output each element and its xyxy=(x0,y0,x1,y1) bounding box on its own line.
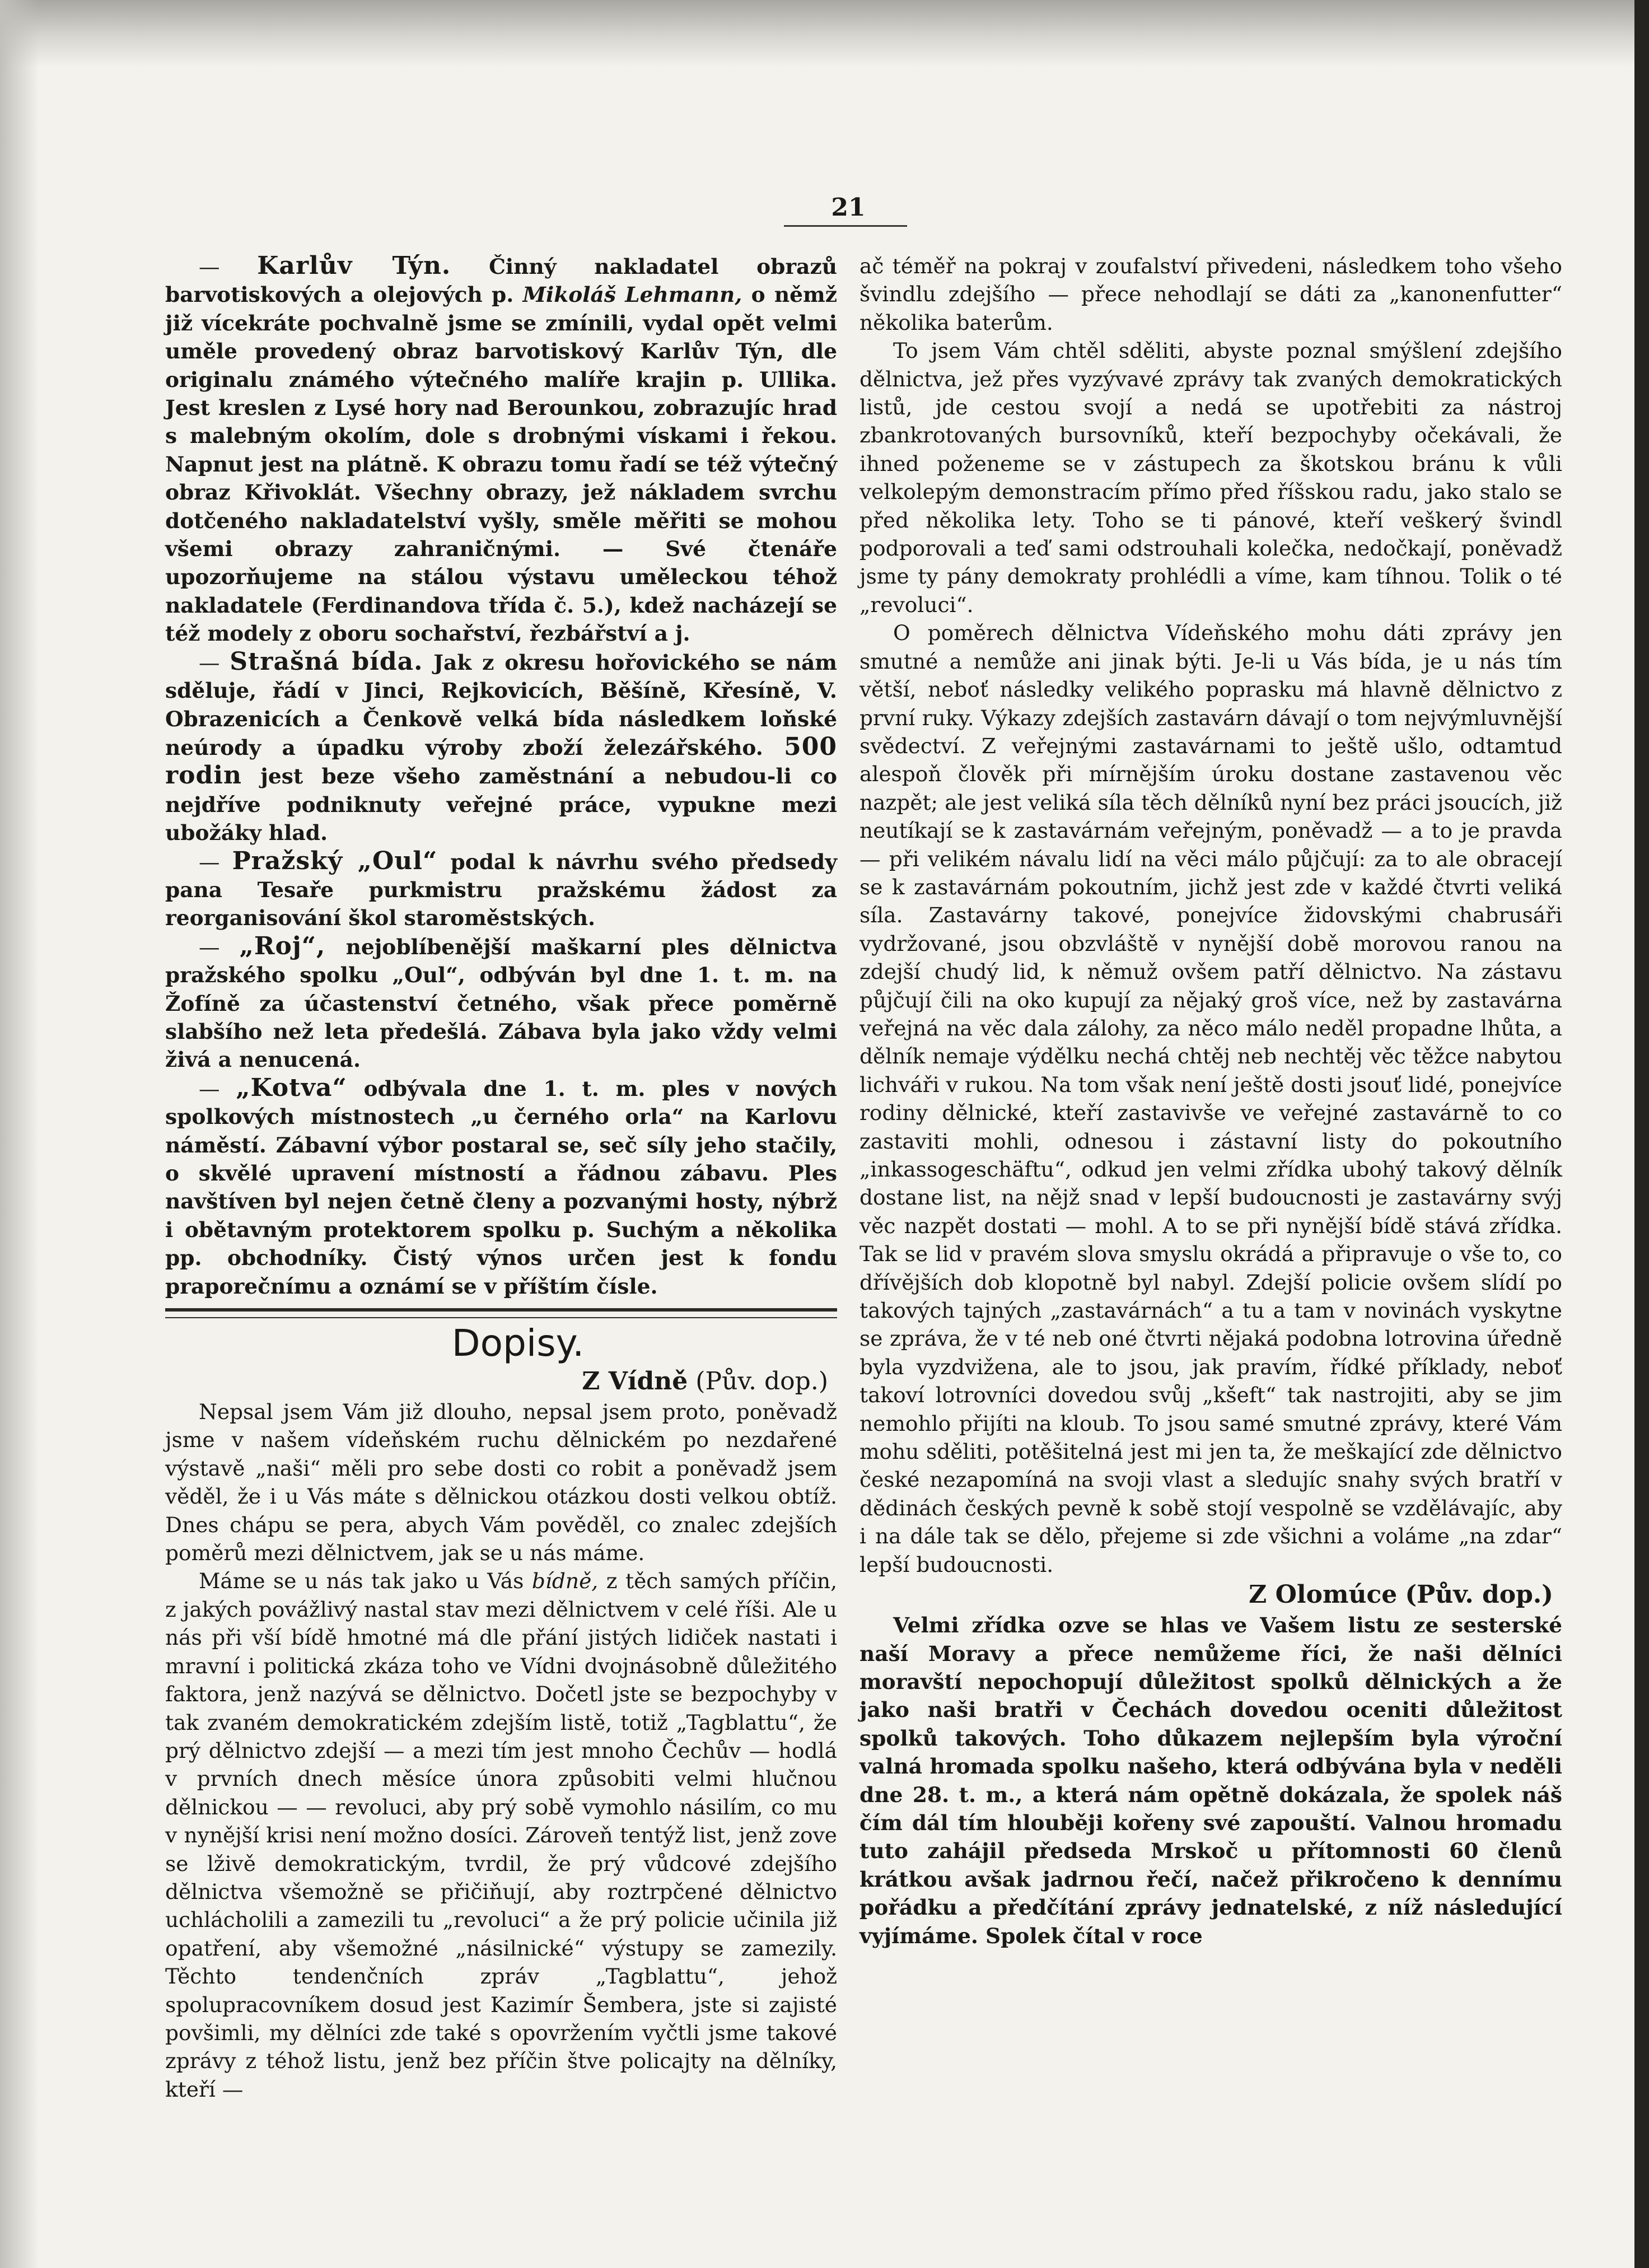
letter-paragraph xyxy=(165,1567,837,2103)
page-number: 21 xyxy=(831,193,866,222)
letter-italic: bídně, xyxy=(531,1569,599,1594)
letter-text: z těch samých příčin, z jakých povážlivý nastal stav mezi dělnictvem v celé říši. Ale u nás při vší bídě hmotné má dle přání jistých lidiček nastati i mravní i politická zkáza toho ve Vídni dvojnásobně důležitého faktora, jenž nazývá se dělnictvo. Dočetl jste se bezpochyby v tak zvaném demokratickém zdejším listě, totiž „Tagblattu“, že prý dělnictvo zdejší — a mezi tím jest mnoho Čechův — hodlá v prvních dnech měsíce února způsobiti velmi hlučnou dělnickou — — revoluci, aby prý sobě vymohlo násilím, co mu v nynější krisi není možno dosíci. Zároveň tentýž list, jenž zove se lživě demokratickým, tvrdil, že prý vůdcové zdejšího dělnictva všemožně se přičiňují, aby roztrpčené dělnictvo uchlácholili a zamezili tu „revoluci“ a že prý policie učinila již opatření, aby všemožné „násilnické“ výstupy se zamezily. Těchto tendenčních zpráv „Tagblattu“, jehož spolupracovníkem dosud jest Kazimír Šembera, jste si zajisté povšimli, my dělníci zde také s opovržením vyčtli jsme takové zprávy z téhož listu, jenž bez příčin štve policajty na dělníky, kteří — xyxy=(165,1569,837,2102)
notice-strasna-bida xyxy=(165,648,837,847)
scan-edge-right xyxy=(1634,0,1649,2268)
scan-shadow-left xyxy=(0,0,39,2268)
notice-dash: — xyxy=(199,1076,236,1101)
notice-dash: — xyxy=(199,650,230,675)
notice-roj xyxy=(165,932,837,1074)
notice-dash: — xyxy=(199,254,258,279)
page-number-rule xyxy=(784,225,907,227)
letter-source: (Pův. dop.) xyxy=(695,1367,828,1396)
notice-name: Mikoláš Lehmann, xyxy=(522,282,742,307)
left-column xyxy=(165,252,837,2103)
scan-shadow-top xyxy=(0,0,1649,67)
notice-emphasis: 500 rodin xyxy=(165,732,837,790)
notice-prazsky-oul xyxy=(165,847,837,932)
notice-text: podal k návrhu svého předsedy pana Tesaře purkmistru pražskému žádost za reorganisování škol staroměstských. xyxy=(165,849,838,931)
letter-text: Máme se u nás tak jako u Vás xyxy=(199,1569,532,1594)
letter-place: Z Olomúce xyxy=(1249,1580,1398,1609)
letter-place: Z Vídně xyxy=(582,1367,688,1396)
notice-headline: Strašná bída. xyxy=(230,647,423,676)
notice-text: jest beze všeho zaměstnání a nebudou-li co nejdříve podniknuty veřejné práce, vypukne mezi ubožáky hlad. xyxy=(165,764,837,846)
notice-kotva xyxy=(165,1074,837,1300)
letter-source: (Pův. dop.) xyxy=(1405,1580,1553,1609)
letter-paragraph: To jsem Vám chtěl sděliti, abyste poznal smýšlení zdejšího dělnictva, jež přes vyzývavé zprávy tak zvaných demokratických listů, jde cestou svojí a nedá se upotřebiti za nástroj zbankrotovaných bursovníků, kteří bezpochyby očekávali, že ihned poženeme se v zástupech za škotskou bránu k vůli velkolepým demonstracím přímo před říšskou radu, jako stalo se před několika lety. Toho se ti pánové, kteří veškerý švindl podporovali a teď sami odstrouhali kolečka, nedočkají, poněvadž jsme ty pány demokraty prohlédli a víme, kam tíhnou. Tolik o té „revoluci“. xyxy=(859,338,1562,617)
notice-headline: „Roj“, xyxy=(239,931,326,960)
letter-heading-vienna xyxy=(165,1365,837,1398)
letter-heading-olomouc xyxy=(859,1579,1562,1611)
notice-karluv-tyn xyxy=(165,252,837,648)
notice-headline: „Kotva“ xyxy=(236,1073,347,1102)
notice-headline: Pražský „Oul“ xyxy=(232,846,438,875)
right-column xyxy=(859,252,1562,1950)
letter-paragraph: Nepsal jsem Vám již dlouho, nepsal jsem proto, poněvadž jsme v našem vídeňském ruchu dělnickém po nezdařené výstavě „naši“ měli pro sebe dosti co robit a poněvadž jsem věděl, že i u Vás máte s dělnickou otázkou dosti velkou obtíž. Dnes chápu se pera, abych Vám pověděl, co znalec zdejších poměrů mezi dělnictvem, jak se u nás máme. xyxy=(165,1399,837,1566)
letter-paragraph: Velmi zřídka ozve se hlas ve Vašem listu ze sesterské naší Moravy a přece nemůžeme říci, že naši dělníci moravští nepochopují důležitost spolků dělnických a že jako naši bratři v Čechách dovedou oceniti důležitost spolků takových. Toho důkazem nejlepším byla výroční valná hromada spolku našeho, která odbývána byla v neděli dne 28. t. m., a která nám opětně dokázala, že spolek náš čím dál tím hlouběji kořeny své zapouští. Valnou hromadu tuto zahájil předseda Mrskoč u přítomnosti 60 členů krátkou avšak jadrnou řečí, načež přikročeno k dennímu pořádku a předčítání zprávy jednatelské, z níž následující vyjímáme. Spolek čítal v roce xyxy=(859,1613,1562,1948)
letter-paragraph: ač téměř na pokraj v zoufalství přivedeni, následkem toho všeho švindlu zdejšího — přece nehodlají se dáti za „kanonenfutter“ několika baterům. xyxy=(859,254,1562,335)
notice-headline: Karlův Týn. xyxy=(257,251,451,280)
notice-dash: — xyxy=(199,849,232,874)
notice-text: odbývala dne 1. t. m. ples v nových spolkových místnostech „u černého orla“ na Karlovu náměstí. Zábavní výbor postaral se, seč síly jeho stačily, o skvělé upravení místností a řádnou zábavu. Ples navštíven byl nejen četně členy a pozvanými hosty, nýbrž i obětavným protektorem spolku p. Suchým a několika pp. obchodníky. Čistý výnos určen jest k fondu praporečnímu a oznámí se v příštím čísle. xyxy=(165,1076,837,1299)
notice-dash: — xyxy=(199,934,240,959)
notice-text: Jak z okresu hořovického se nám sděluje, řádí v Jinci, Rejkovicích, Běšíně, Křesíně, V. Obrazenicích a Čenkově velká bída následkem loňské neúrody a úpadku výroby zboží železářského. xyxy=(165,650,837,760)
notice-text: Činný nakladatel obrazů barvotiskových a olejových p. xyxy=(165,254,838,307)
letter-paragraph: O poměrech dělnictva Vídeňského mohu dáti zprávy jen smutné a nemůže ani jinak býti. Je-li u Vás bída, je u nás tím větší, neboť následky velikého poprasku má hlavně dělnictvo z první ruky. Výkazy zdejších zastavárn dávají o tom nejvýmluvnější svědectví. Z veřejnými zastavárnami to ještě ušlo, odtamtud alespoň člověk při mírnějším úroku dostane zastavenou věc nazpět; ale jest veliká síla těch dělníků nyní bez práci jsoucích, již neutíkají se k zastavárnám veřejným, poněvadž — a to je pravda — při velikém návalu lidí na věci málo půjčují: za to ale obracejí se k zastavárnám pokoutním, jichž jest zde v každé čtvrti veliká síla. Zastavárny takové, ponejvíce židovskými chabrusáři vydržované, jsou obzvláště v nynější době morovou ranou na zdejší chudý lid, k němuž ovšem patří dělnictvo. Na zástavu půjčují čili na oko kupují za nějaký groš více, než by zastavárna veřejná na věc dala zálohy, za něco málo neděl propadne lhůta, a dělník nemaje výdělku nechá chtěj neb nechtěj věc těžce nabytou lichváři v rukou. Na tom však není ještě dosti jsouť lidé, ponejvíce rodiny dělnické, kteří zastavivše ve veřejné zastavárně to co zastaviti mohli, odnesou i zástavní listy do pokoutního „inkassogeschäftu“, odkud jen velmi zřídka ubohý takový dělník dostane list, na nějž snad v lepší budoucnosti je zastavárny svýj věc nazpět dostati — mohl. A to se při nynější bídě stává zřídka. Tak se lid v pravém slova smyslu okrádá a připravuje o vše to, co dřívějších dob klopotně byl nabyl. Zdejší policie ovšem slídí po takových tajných „zastavárnách“ a tu a tam v novinách vyskytne se zpráva, že v té neb oné čtvrti nějaká podobna lotrovina úředně byla vyzdvižena, ale to jsou, jak pravím, řídké příklady, neboť takoví lotrovníci dovedou svůj „kšeft“ tak nastrojiti, aby se jim nemohlo přijíti na kloub. To jsou samé smutné zprávy, které Vám mohu sděliti, potěšitelná jest mi jen ta, že meškající zde dělnictvo české nezapomíná na svoji vlast a sledujíc snahy svých bratří v dědinách českých pevně k sobě stojí vespolně se vzdělávajíc, aby i na dále tak se dělo, přejeme si zde všichni a voláme „na zdar“ lepší budoucnosti. xyxy=(859,620,1562,1577)
section-divider xyxy=(165,1308,837,1318)
notice-text: o němž již vícekráte pochvalně jsme se zmínili, vydal opět velmi uměle provedený obraz barvotiskový Karlův Týn, dle originalu známého výtečného malíře krajin p. Ullika. Jest kreslen z Lysé hory nad Berounkou, zobrazujíc hrad s malebným okolím, dole s drobnými vískami i řekou. Napnut jest na plátně. K obrazu tomu řadí se též výtečný obraz Křivoklát. Všechny obrazy, jež nákladem svrchu dotčeného nakladatelství vyšly, směle měřiti se mohou všemi obrazy zahraničnými. — Své čtenáře upozorňujeme na stálou výstavu uměleckou téhož nakladatele (Ferdinandova třída č. 5.), kdež nacházejí se též modely z oboru sochařství, řezbářství a j. xyxy=(165,282,837,646)
section-title-dopisy: Dopisy. xyxy=(451,1322,585,1365)
notice-text: nejoblíbenější maškarní ples dělnictva pražského spolku „Oul“, odbýván byl dne 1. t. m. na Žofíně za účastenství četného, však přece poměrně slabšího než leta předešlá. Zábava byla jako vždy velmi živá a nenucená. xyxy=(165,934,838,1072)
